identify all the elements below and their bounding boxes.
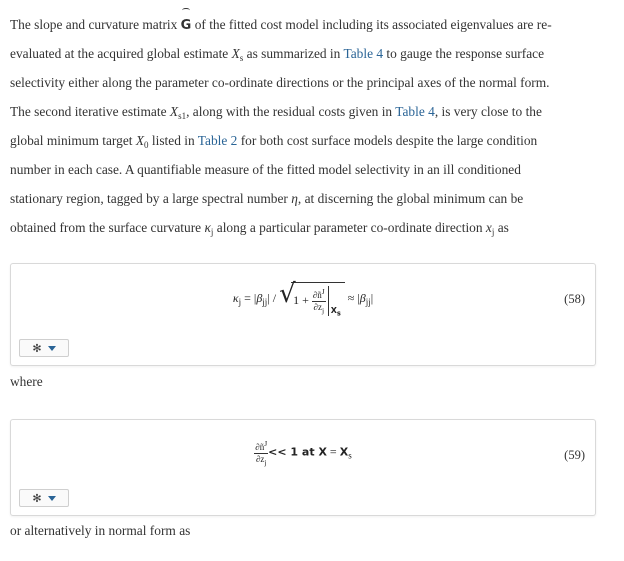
paragraph-line-4 [10,97,610,126]
equation-body [11,264,595,334]
equation-options-button[interactable] [19,489,69,507]
frac-num-text: ∂ñ [312,290,322,301]
equation-59-formula [11,438,595,468]
math-op: | / [267,290,280,305]
text-segment: global minimum target [10,133,136,148]
alternative-text: or alternatively in normal form as [10,523,191,538]
math-sub: jj [262,296,268,307]
chevron-down-icon [48,496,56,501]
equation-number: (58) [564,292,585,306]
sqrt-content [291,282,345,316]
paragraph-line-3: selectivity either along the parameter co-ordinate directions or the principal axes of the normal form. [10,75,550,90]
math-sup: J [264,439,268,448]
eval-var: X [330,306,337,316]
paragraph-line-6: number in each case. A quantifiable measure of the fitted model selectivity in an ill conditioned [10,162,521,177]
math-var-X: X [135,133,145,148]
math-sub: s [348,450,352,461]
table-4-link[interactable]: Table 4 [395,104,435,119]
text-segment: , along with the residual costs given in [186,104,396,119]
text-segment: stationary region, tagged by a large spectral number [10,191,292,206]
partial-fraction [254,438,268,468]
sqrt-symbol [279,279,345,318]
radical-icon: √ [279,279,296,309]
math-beta: β [359,290,366,305]
evaluation-bar [328,286,343,316]
math-sub: j [321,305,325,315]
math-sub: j [238,296,242,307]
equation-59-box [10,419,596,516]
gear-icon: ✻ [32,491,42,505]
math-sub: s [239,53,244,63]
equation-options-button[interactable] [19,339,69,357]
equation-number: (59) [564,448,585,462]
frac-num-text: ∂ñ [255,442,265,452]
math-var-eta: η [291,191,298,206]
math-op: ≈ | [344,290,360,305]
paragraph-line-7 [10,184,610,213]
math-relation: << 1 at [268,445,319,459]
math-sub: j [210,227,214,237]
math-sub: jj [365,296,371,307]
math-op: = [326,444,340,459]
math-X-bold: X [339,445,349,459]
math-sup: J [321,287,325,297]
text-segment: to gauge the response surface [383,46,545,61]
hat-G-symbol: G [181,11,192,40]
gear-icon: ✻ [32,341,42,355]
text-segment: of the fitted cost model including its associated eigenvalues are re- [191,17,552,32]
math-beta: β [256,290,263,305]
body-paragraph [10,10,610,242]
frac-denominator [312,302,326,316]
frac-denominator [254,454,268,468]
equation-58-box [10,263,596,366]
math-sub: j [491,227,495,237]
math-sub: s1 [178,111,187,121]
math-op: = | [241,290,257,305]
evaluation-point [331,306,341,318]
table-4-link[interactable]: Table 4 [343,46,384,61]
paragraph-line-2 [10,39,610,68]
text-segment: for both cost surface models despite the large condition [237,133,538,148]
text-segment: , is very close to the [434,104,542,119]
text-segment: obtained from the surface curvature [10,220,205,235]
text-segment: The slope and curvature matrix [10,17,181,32]
frac-numerator [254,438,268,454]
text-segment: evaluated at the acquired global estimate [10,46,232,61]
math-kappa: κ [232,290,239,305]
equation-58-formula [11,279,595,318]
text-segment: , at discerning the global minimum can be [297,191,524,206]
text-segment: as summarized in [243,46,344,61]
frac-den-text: ∂z [255,454,265,464]
paragraph-line-1 [10,10,610,39]
math-sub: 0 [144,140,149,150]
frac-den-text: ∂z [313,302,322,313]
frac-numerator [312,286,326,302]
text-segment: along a particular parameter co-ordinate direction [213,220,486,235]
table-2-link[interactable]: Table 2 [197,133,238,148]
math-var-kappa: κ [204,220,211,235]
text-segment: as [494,220,509,235]
math-op: | [370,290,374,305]
text-segment: listed in [148,133,198,148]
where-text: where [10,374,43,389]
math-var-x: x [485,220,492,235]
math-var-X: X [231,46,240,61]
math-op: 1 + [293,292,312,307]
paragraph-line-5 [10,126,610,155]
math-sub: s [336,310,341,318]
chevron-down-icon [48,346,56,351]
partial-fraction [312,286,326,316]
paragraph-line-8 [10,213,610,242]
equation-body [11,420,595,490]
math-var-X: X [169,104,179,119]
math-X-bold: X [318,445,327,459]
math-sub: j [264,457,267,467]
text-segment: The second iterative estimate [10,104,170,119]
